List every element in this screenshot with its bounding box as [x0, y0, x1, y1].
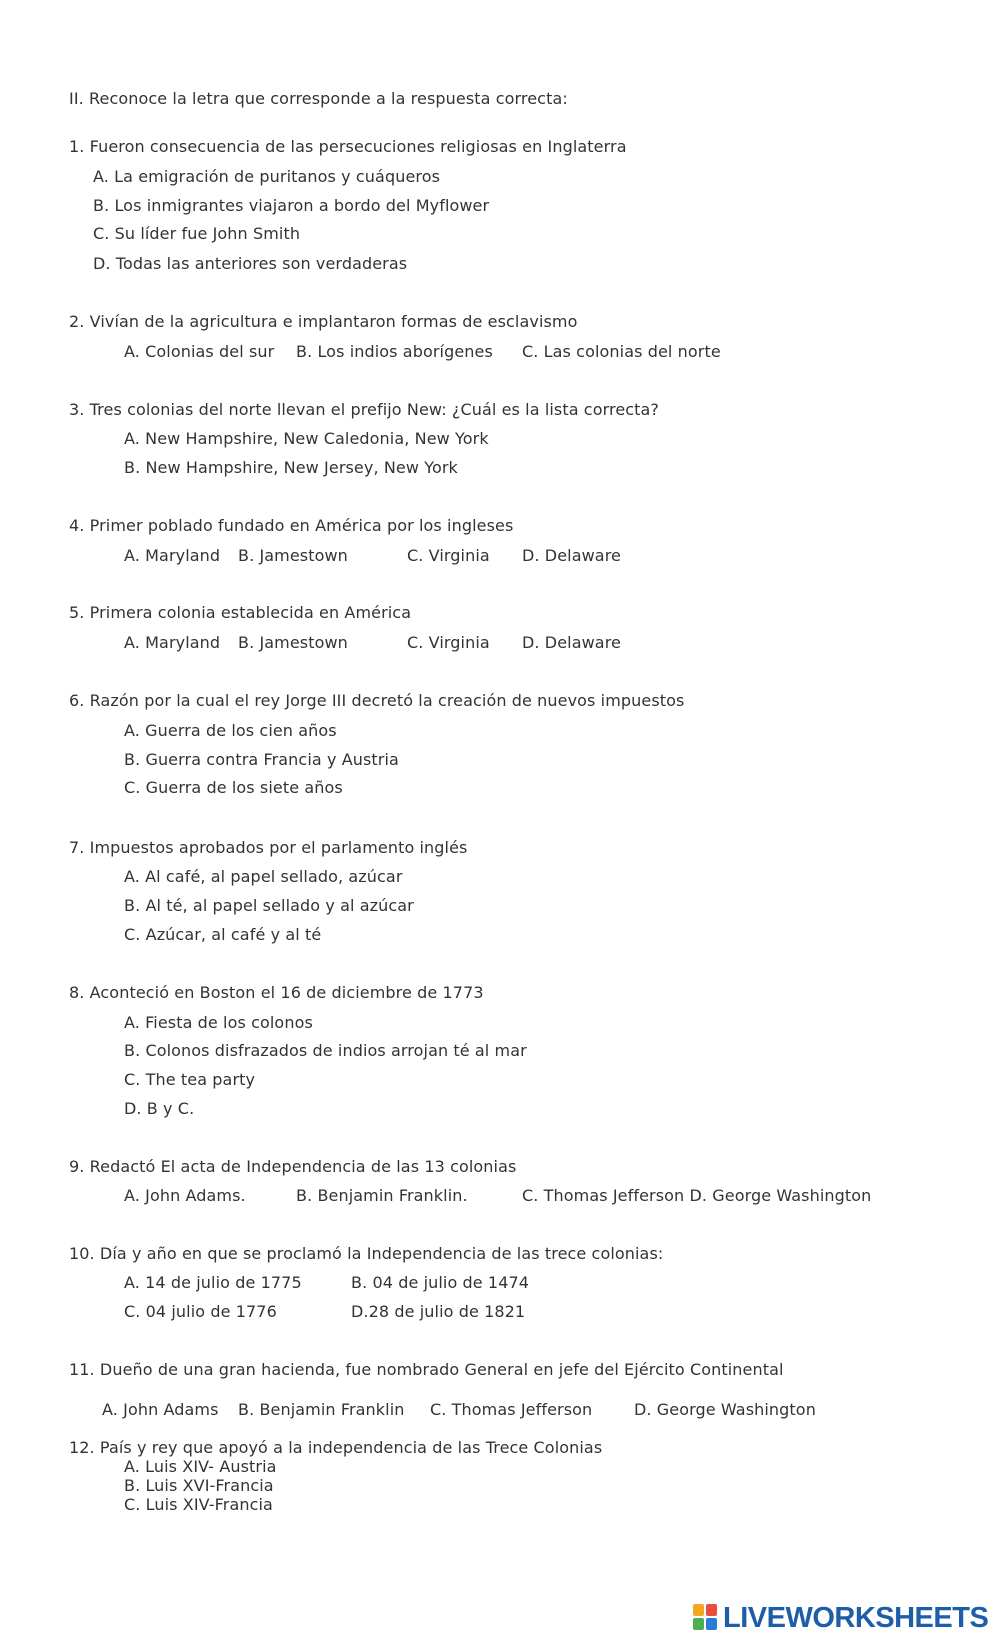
q1-option-c: C. Su líder fue John Smith	[93, 224, 301, 243]
q5-option-c: C. Virginia	[407, 633, 490, 652]
q12-option-c: C. Luis XIV-Francia	[124, 1495, 273, 1514]
q10-option-b: B. 04 de julio de 1474	[351, 1273, 530, 1292]
question-9: 9. Redactó El acta de Independencia de las 13 colonias	[69, 1157, 517, 1176]
question-12: 12. País y rey que apoyó a la independencia de las Trece Colonias	[69, 1438, 603, 1457]
q8-option-d: D. B y C.	[124, 1099, 195, 1118]
q1-option-b: B. Los inmigrantes viajaron a bordo del Myflower	[93, 196, 490, 215]
question-8: 8. Aconteció en Boston el 16 de diciembre de 1773	[69, 983, 484, 1002]
q4-option-a: A. Maryland	[124, 546, 221, 565]
q11-option-c: C. Thomas Jefferson	[430, 1400, 593, 1419]
q1-option-d: D. Todas las anteriores son verdaderas	[93, 254, 408, 273]
q11-option-b: B. Benjamin Franklin	[238, 1400, 405, 1419]
liveworksheets-logo-icon	[693, 1604, 719, 1632]
liveworksheets-logo-text: LIVEWORKSHEETS	[723, 1601, 989, 1634]
q7-option-c: C. Azúcar, al café y al té	[124, 925, 322, 944]
q11-option-d: D. George Washington	[634, 1400, 816, 1419]
q3-option-a: A. New Hampshire, New Caledonia, New York	[124, 429, 489, 448]
q8-option-c: C. The tea party	[124, 1070, 256, 1089]
q9-option-b: B. Benjamin Franklin.	[296, 1186, 468, 1205]
section-title: II. Reconoce la letra que corresponde a la respuesta correcta:	[69, 89, 568, 108]
question-5: 5. Primera colonia establecida en América	[69, 603, 412, 622]
q6-option-a: A. Guerra de los cien años	[124, 721, 337, 740]
q7-option-a: A. Al café, al papel sellado, azúcar	[124, 867, 403, 886]
q4-option-c: C. Virginia	[407, 546, 490, 565]
q8-option-a: A. Fiesta de los colonos	[124, 1013, 313, 1032]
question-11: 11. Dueño de una gran hacienda, fue nombrado General en jefe del Ejército Continental	[69, 1360, 784, 1379]
q7-option-b: B. Al té, al papel sellado y al azúcar	[124, 896, 414, 915]
question-6: 6. Razón por la cual el rey Jorge III decretó la creación de nuevos impuestos	[69, 691, 685, 710]
q5-option-a: A. Maryland	[124, 633, 221, 652]
q8-option-b: B. Colonos disfrazados de indios arrojan té al mar	[124, 1041, 527, 1060]
q3-option-b: B. New Hampshire, New Jersey, New York	[124, 458, 458, 477]
q6-option-c: C. Guerra de los siete años	[124, 778, 343, 797]
q9-option-c-d: C. Thomas Jefferson D. George Washington	[522, 1186, 872, 1205]
q5-option-d: D. Delaware	[522, 633, 621, 652]
q10-option-d: D.28 de julio de 1821	[351, 1302, 526, 1321]
question-2: 2. Vivían de la agricultura e implantaron formas de esclavismo	[69, 312, 578, 331]
liveworksheets-logo	[693, 1602, 988, 1634]
q5-option-b: B. Jamestown	[238, 633, 348, 652]
q12-option-a: A. Luis XIV- Austria	[124, 1457, 277, 1476]
q2-option-b: B. Los indios aborígenes	[296, 342, 493, 361]
question-4: 4. Primer poblado fundado en América por los ingleses	[69, 516, 514, 535]
q10-option-c: C. 04 julio de 1776	[124, 1302, 277, 1321]
q2-option-c: C. Las colonias del norte	[522, 342, 721, 361]
q11-option-a: A. John Adams	[102, 1400, 219, 1419]
q6-option-b: B. Guerra contra Francia y Austria	[124, 750, 399, 769]
q10-option-a: A. 14 de julio de 1775	[124, 1273, 302, 1292]
q4-option-d: D. Delaware	[522, 546, 621, 565]
q12-option-b: B. Luis XVI-Francia	[124, 1476, 274, 1495]
question-3: 3. Tres colonias del norte llevan el prefijo New: ¿Cuál es la lista correcta?	[69, 400, 660, 419]
question-7: 7. Impuestos aprobados por el parlamento inglés	[69, 838, 468, 857]
question-1: 1. Fueron consecuencia de las persecuciones religiosas en Inglaterra	[69, 137, 627, 156]
q2-option-a: A. Colonias del sur	[124, 342, 275, 361]
q1-option-a: A. La emigración de puritanos y cuáqueros	[93, 167, 441, 186]
q4-option-b: B. Jamestown	[238, 546, 348, 565]
q9-option-a: A. John Adams.	[124, 1186, 246, 1205]
question-10: 10. Día y año en que se proclamó la Independencia de las trece colonias:	[69, 1244, 664, 1263]
